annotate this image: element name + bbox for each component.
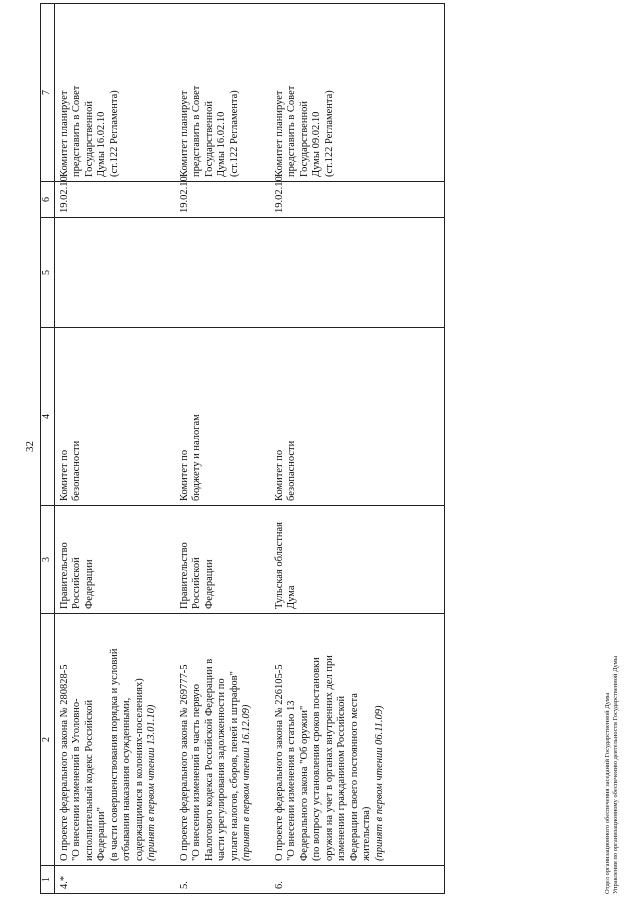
bill-subject-line: "О внесении изменений в часть первую [191,683,202,861]
bill-subject [54,614,177,866]
bill-subject-line: уплате налогов, сборов, пеней и штрафов" [228,671,240,861]
planned-action-line: Государственной [298,101,310,177]
bill-subject-line: содержащимися в колониях-поселениях) [133,678,145,861]
initiator-line: Российской [71,557,82,609]
committee-line: безопасности [286,440,297,501]
planned-action [54,4,177,182]
planned-action-line: Думы 16.02.10 [96,111,107,177]
table-filler-row [404,4,445,894]
footer [604,656,620,894]
table-row [177,4,272,894]
footer-line: Отдел организационного обеспечения заседаний Государственной Думы [604,692,611,894]
initiator-line: Правительство [58,542,70,609]
bill-subject-line: отбывания наказания осужденными, [121,697,132,861]
initiator [54,506,177,614]
bill-subject-line: Федерации" [96,807,107,861]
bill-subject [272,614,405,866]
committee-line: безопасности [71,440,82,501]
deadline-date: 19.02.10 [272,182,405,218]
bill-subject-line: (по вопросу установления сроков постановки [311,657,322,861]
bill-subject-line: жительства) [361,806,372,861]
table-row [54,4,177,894]
header-cell: 4 [41,328,55,506]
bill-subject-line: "О внесении изменений в Уголовно- [71,698,82,861]
row-number: 5. [177,866,272,894]
responsible-committee [177,328,272,506]
initiator-line: Дума [286,585,297,609]
column-5 [54,218,177,328]
initiator-line: Тульская областная [273,521,285,609]
planned-action-line: (ст.122 Регламента) [108,90,120,177]
committee-line: Комитет по [58,449,70,501]
header-cell: 5 [41,218,55,328]
committee-line: Комитет по [178,449,190,501]
planned-action-line: Думы 16.02.10 [216,111,227,177]
initiator-line: Правительство [178,542,190,609]
column-5 [272,218,405,328]
bill-subject-line: О проекте федерального закона № 280828-5 [58,664,70,861]
first-reading-note: (принят в первом чтении 16.12.09) [241,704,252,861]
empty-cell [404,866,445,894]
header-cell: 3 [41,506,55,614]
bill-subject-line: части урегулирования задолженности по [216,678,227,861]
bill-subject-line: Налогового кодекса Российской Федерации в [203,658,215,861]
planned-action-line: Государственной [83,101,95,177]
bill-subject-line: "О внесении изменения в статью 13 [286,700,297,861]
committee-line: бюджету и налогам [191,414,202,501]
first-reading-note: (принят в первом чтении 13.01.10) [146,704,157,861]
bill-subject-line: О проекте федерального закона № 226105-5 [273,664,285,861]
first-reading-note: (принят в первом чтении 06.11.09) [373,705,385,861]
deadline-date: 19.02.10 [54,182,177,218]
bill-subject-line: исполнительный кодекс Российской [83,699,95,861]
header-cell: 2 [41,614,55,866]
bills-table [40,3,445,894]
planned-action-line: представить в Совет [71,85,82,177]
planned-action [272,4,405,182]
initiator [177,506,272,614]
row-number: 6. [272,866,405,894]
header-row [41,4,55,894]
initiator-line: Российской [191,557,202,609]
planned-action-line: Комитет планирует [273,90,285,177]
planned-action-line: Государственной [203,101,215,177]
planned-action [177,4,272,182]
footer-line: Управления по организационному обеспечению деятельности Государственной Думы [612,655,619,894]
deadline-date: 19.02.10 [177,182,272,218]
initiator-line: Федерации [83,559,95,609]
empty-cell [404,506,445,614]
initiator [272,506,405,614]
header-cell: 1 [41,866,55,894]
empty-cell [404,328,445,506]
planned-action-line: представить в Совет [286,85,297,177]
bill-subject-line: изменении гражданином Российской [336,695,347,861]
empty-cell [404,4,445,182]
table-row [272,4,405,894]
row-number: 4.* [54,866,177,894]
empty-cell [404,182,445,218]
initiator-line: Федерации [203,559,215,609]
responsible-committee [54,328,177,506]
column-5 [177,218,272,328]
bill-subject-line: оружия на учет в органах внутренних дел при [323,655,335,861]
planned-action-line: Думы 09.02.10 [311,111,322,177]
committee-line: Комитет по [273,449,285,501]
empty-cell [404,218,445,328]
bill-subject [177,614,272,866]
planned-action-line: (ст.122 Регламента) [323,90,335,177]
header-cell: 7 [41,4,55,182]
planned-action-line: Комитет планирует [58,90,70,177]
planned-action-line: Комитет планирует [178,90,190,177]
bill-subject-line: (в части совершенствования порядка и условий [108,648,120,861]
page-number: 32 [24,441,36,452]
bill-subject-line: О проекте федерального закона № 269777-5 [178,664,190,861]
planned-action-line: представить в Совет [191,85,202,177]
empty-cell [404,614,445,866]
planned-action-line: (ст.122 Регламента) [228,90,240,177]
responsible-committee [272,328,405,506]
bill-subject-line: Федерального закона "Об оружии" [298,705,310,861]
header-cell: 6 [41,182,55,218]
bill-subject-line: Федерации своего постоянного места [348,693,360,861]
